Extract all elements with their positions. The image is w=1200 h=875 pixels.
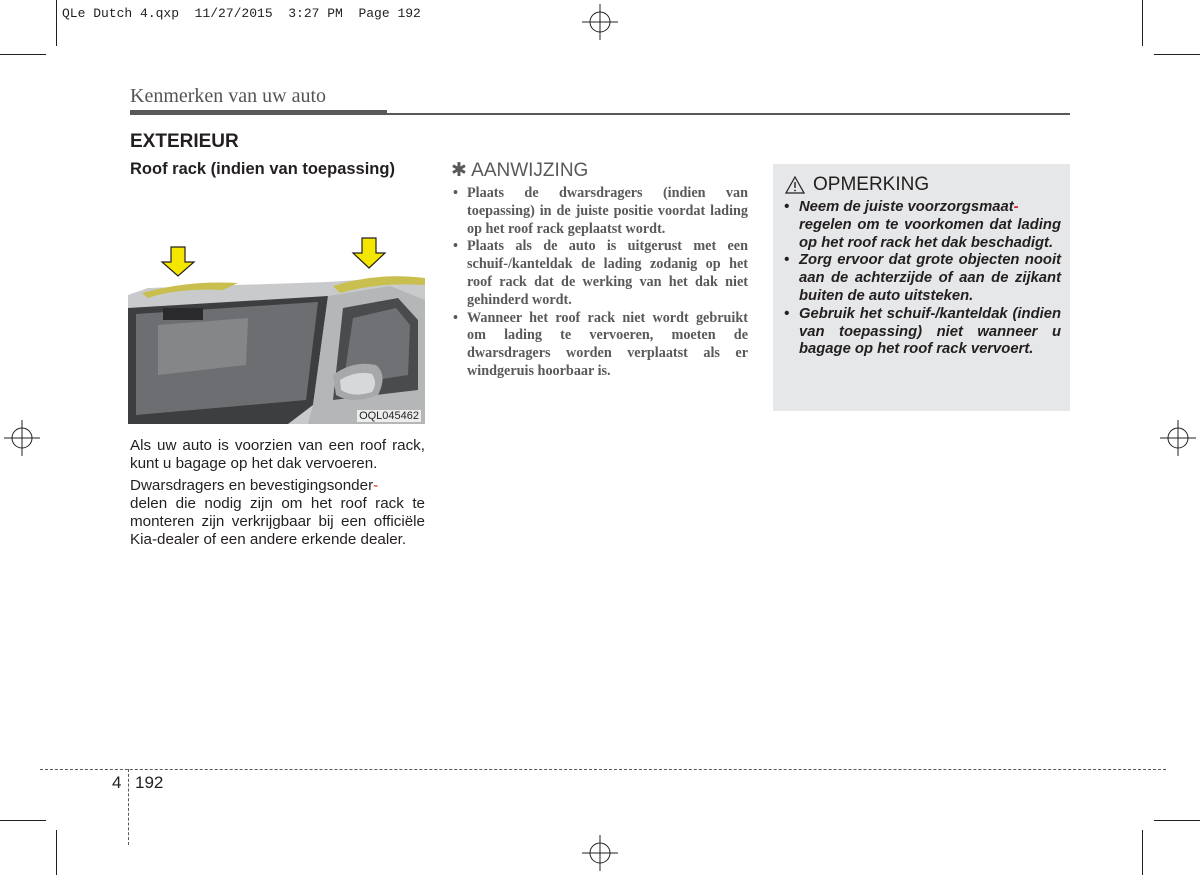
warning-list (783, 199, 1061, 359)
note-item: • Plaats de dwarsdragers (indien van toepassing) in de juiste positie voordat lading op het roof rack geplaatst wordt. (451, 185, 748, 238)
text-fragment: Neem de juiste voorzorgsmaat (799, 199, 1014, 215)
paragraph: Als uw auto is voorzien van een roof rack, kunt u bagage op het dak vervoeren. (130, 437, 425, 472)
crop-mark (0, 54, 46, 55)
note-heading (451, 159, 588, 182)
crosshair-icon (582, 835, 618, 871)
warning-box (773, 164, 1070, 411)
crop-mark (56, 830, 57, 875)
warning-item: • Gebruik het schuif-/kanteldak (indien van toepassing) niet wanneer u bagage op het roof rack vervoert. (783, 306, 1061, 359)
note-heading-text: ✱ AANWIJZING (451, 160, 589, 181)
footer-rule (40, 769, 1166, 770)
crop-mark (0, 820, 46, 821)
body-text (130, 437, 425, 553)
crosshair-icon (582, 4, 618, 40)
hyphen: - (373, 477, 379, 494)
footer-rule (128, 769, 129, 845)
warning-heading-text: OPMERKING (813, 174, 930, 195)
title-rule (130, 110, 387, 115)
subheading: Roof rack (indien van toepassing) (130, 160, 395, 178)
crop-mark (1154, 54, 1200, 55)
text-fragment: Dwarsdragers en bevestigingsonder (130, 477, 374, 494)
section-heading: EXTERIEUR (130, 131, 239, 152)
page-number: 192 (135, 773, 164, 792)
car-roof-illustration (128, 190, 425, 424)
crosshair-icon (4, 420, 40, 456)
crop-mark (56, 0, 57, 46)
note-list (451, 185, 748, 381)
note-item: • Plaats als de auto is uitgerust met een schuif-/kanteldak de lading zodanig op het roof rack dat de werking van het dak niet gehinderd wordt. (451, 238, 748, 309)
printer-slug: QLe Dutch 4.qxp 11/27/2015 3:27 PM Page 192 (62, 6, 421, 21)
warning-item: • Zorg ervoor dat grote objecten nooit aan de achterzijde of aan de zijkant buiten de auto uitsteken. (783, 252, 1061, 305)
image-code: OQL045462 (359, 410, 419, 422)
note-item: • Wanneer het roof rack niet wordt gebruikt om lading te vervoeren, moeten de dwarsdragers worden verplaatst als er windgeruis hoorbaar is. (451, 310, 748, 381)
hyphen: - (1013, 199, 1019, 215)
crop-mark (1154, 820, 1200, 821)
warning-item (783, 199, 1061, 252)
roof-rack-photo (128, 190, 425, 424)
chapter-title: Kenmerken van uw auto (130, 85, 327, 107)
crosshair-icon (1160, 420, 1196, 456)
warning-triangle-icon (785, 176, 805, 194)
crop-mark (1142, 830, 1143, 875)
paragraph (130, 477, 425, 549)
title-rule (387, 113, 1070, 115)
warning-heading (785, 174, 929, 196)
text-fragment: delen die nodig zijn om het roof rack te monteren zijn verkrijgbaar bij een officiële Kia-dealer of een andere erkende dealer. (130, 495, 425, 548)
crop-mark (1142, 0, 1143, 46)
text-fragment: regelen om te voorkomen dat lading op het roof rack het dak beschadigt. (799, 216, 1061, 251)
page-chapter: 4 (112, 773, 122, 792)
